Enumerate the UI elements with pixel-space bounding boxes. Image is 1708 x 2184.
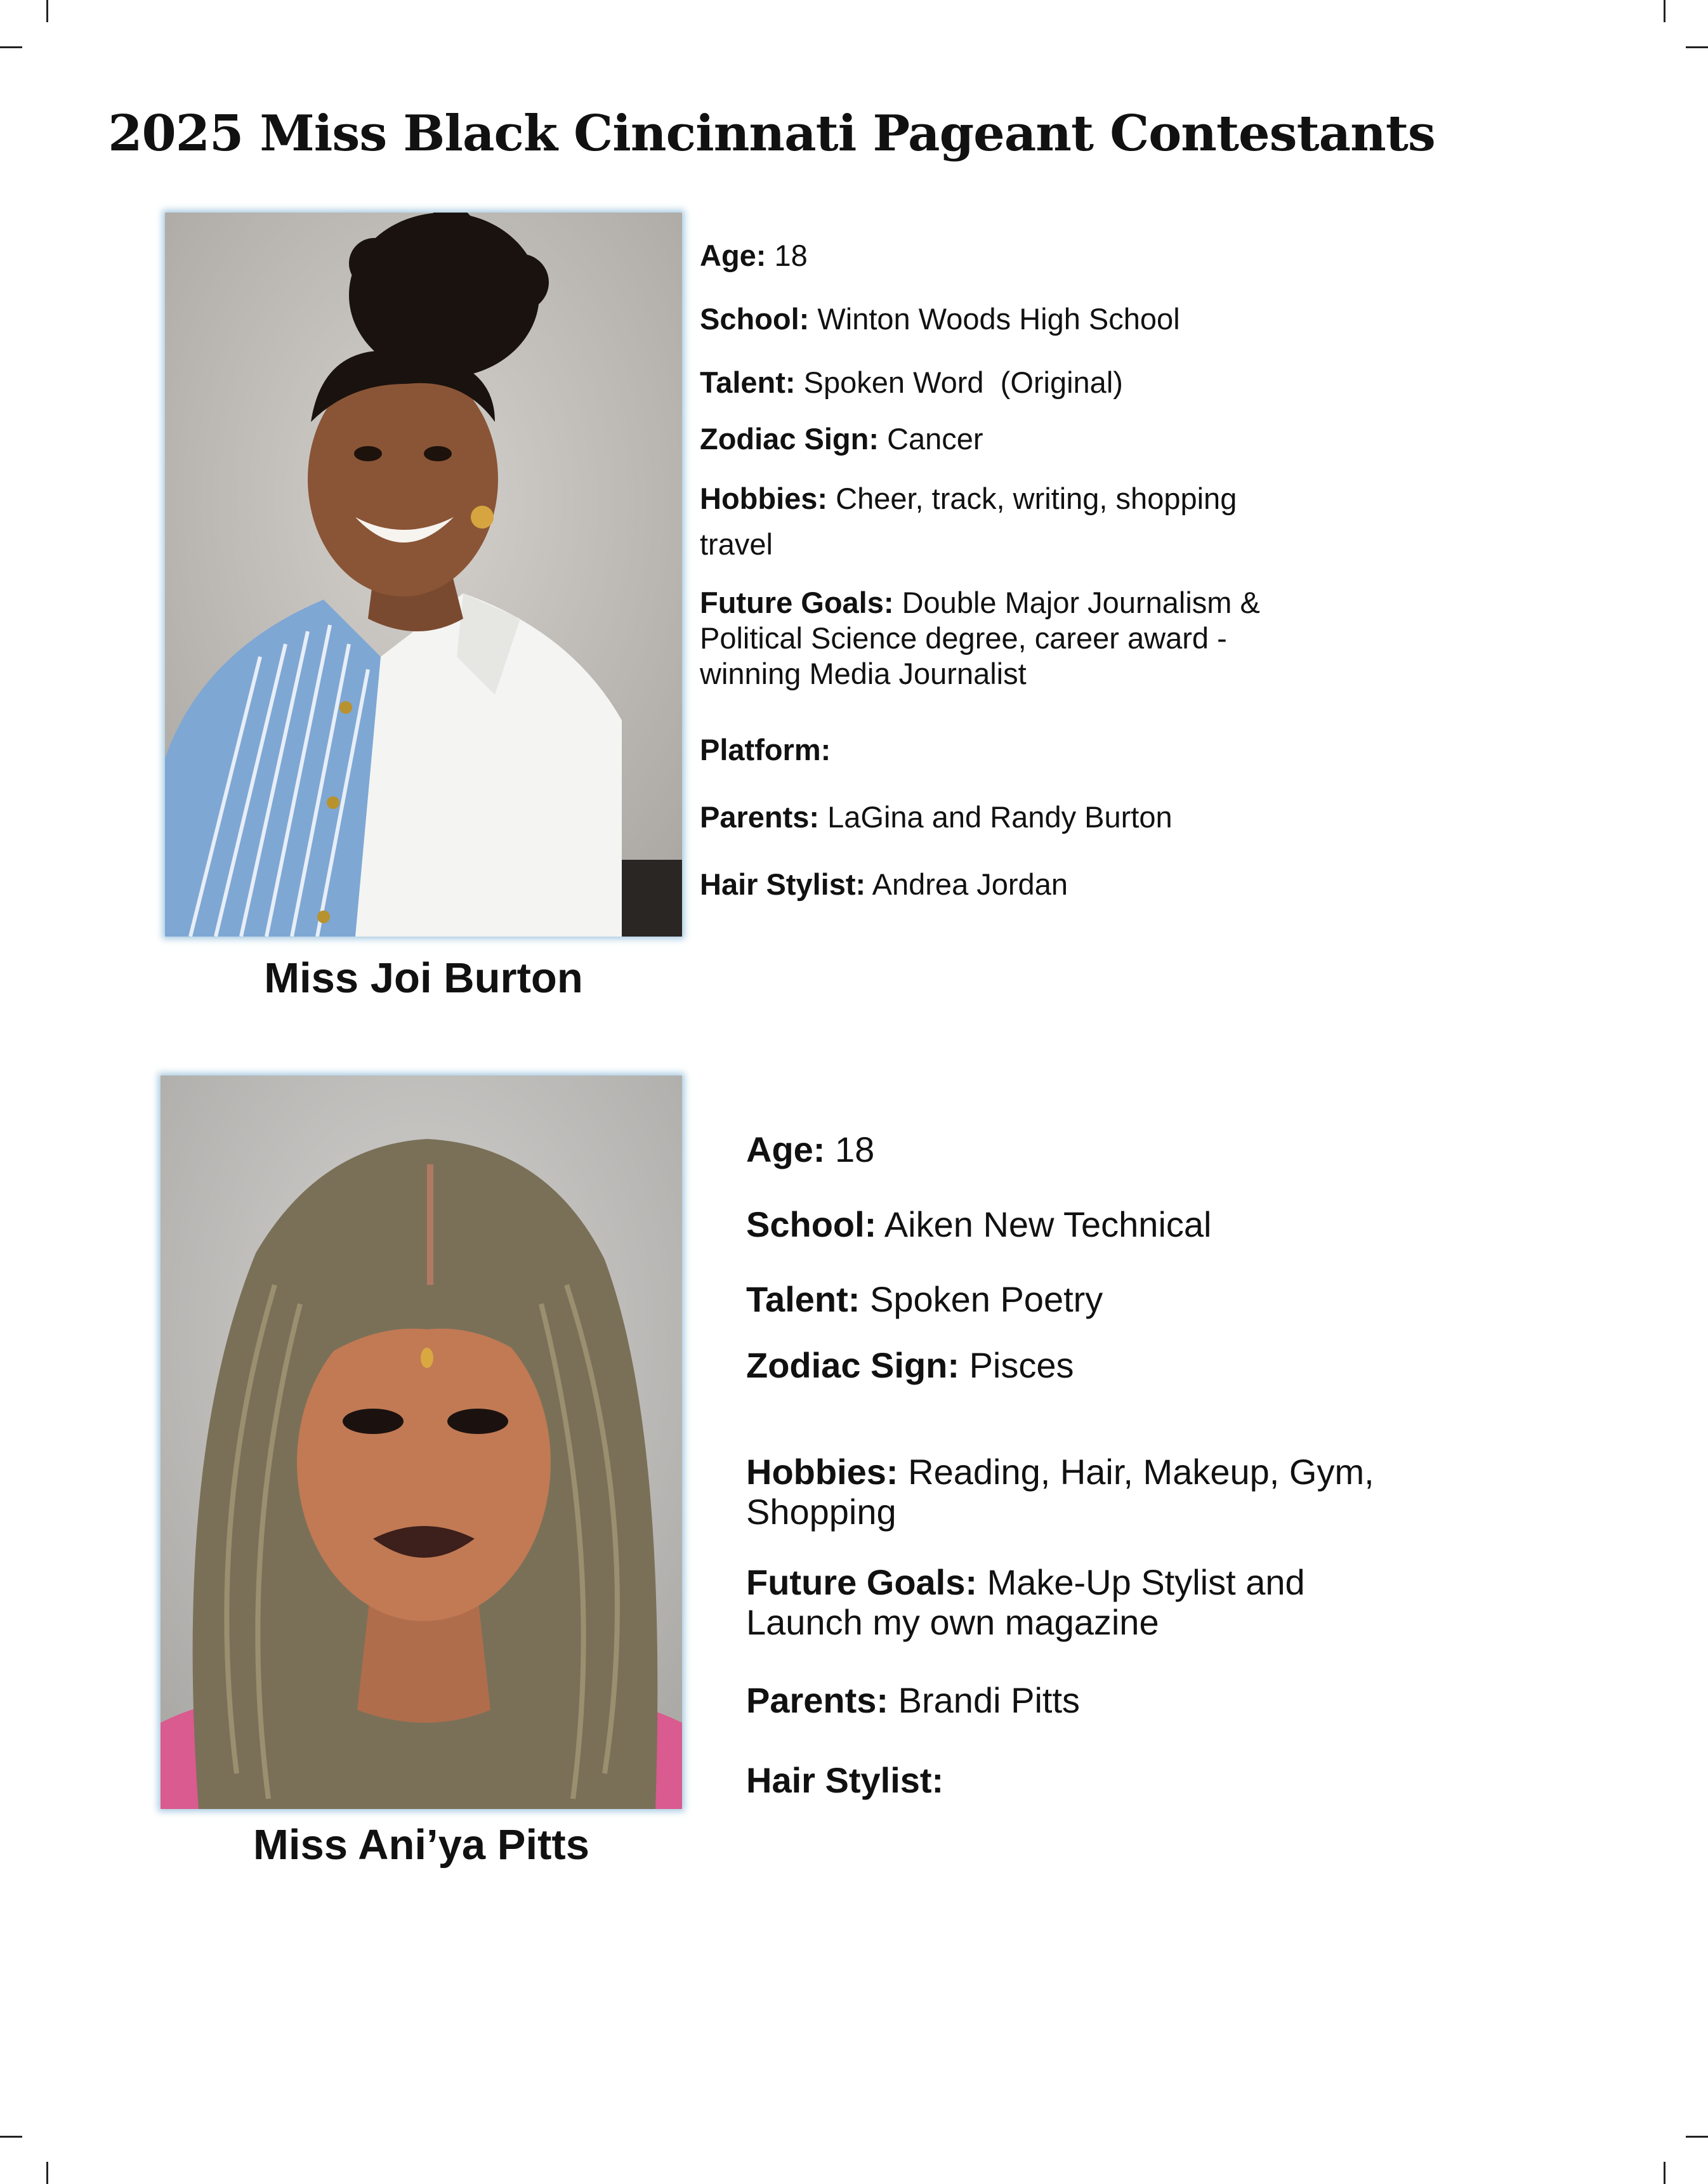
field-value: Double Major Journalism & Political Science degree, career award - winning Media Journalist	[700, 586, 1260, 690]
hobbies-field	[746, 1452, 1438, 1532]
future-goals-field	[746, 1562, 1355, 1642]
field-value: Cheer, track, writing, shopping travel	[700, 482, 1237, 561]
zodiac-field	[700, 421, 1290, 457]
field-label: Parents:	[746, 1680, 889, 1720]
field-label: Zodiac Sign:	[700, 422, 879, 456]
field-value: Spoken Word (Original)	[803, 365, 1123, 399]
contestant-name: Miss Ani’ya Pitts	[253, 1821, 589, 1869]
hair-stylist-field	[746, 1760, 1438, 1800]
contestant-portrait-icon	[161, 1076, 682, 1809]
future-goals-field	[700, 585, 1296, 692]
field-label: School:	[700, 302, 810, 336]
field-value: Aiken New Technical	[884, 1204, 1212, 1244]
crop-mark	[46, 2162, 48, 2184]
field-value: Andrea Jordan	[872, 867, 1068, 901]
field-label: Hair Stylist:	[700, 867, 866, 901]
field-value: Reading, Hair, Makeup, Gym, Shopping	[746, 1452, 1374, 1532]
field-value: Winton Woods High School	[817, 302, 1180, 336]
zodiac-field	[746, 1345, 1438, 1385]
crop-mark	[1686, 46, 1708, 48]
field-label: Hobbies:	[700, 482, 828, 515]
field-label: Hobbies:	[746, 1452, 898, 1492]
field-label: Age:	[700, 239, 766, 272]
talent-field	[700, 365, 1290, 400]
age-field	[700, 238, 1290, 273]
field-label: Talent:	[746, 1279, 860, 1319]
field-value: Spoken Poetry	[869, 1279, 1103, 1319]
contestant-name: Miss Joi Burton	[264, 954, 583, 1002]
page-title: 2025 Miss Black Cincinnati Pageant Contestants	[108, 105, 1435, 162]
talent-field	[746, 1279, 1438, 1319]
field-label: Hair Stylist:	[746, 1760, 944, 1800]
field-label: Zodiac Sign:	[746, 1345, 959, 1385]
field-value: 18	[774, 239, 808, 272]
crop-mark	[0, 2136, 22, 2138]
crop-mark	[46, 0, 48, 22]
crop-mark	[1664, 0, 1665, 22]
crop-mark	[1686, 2136, 1708, 2138]
parents-field	[700, 799, 1290, 835]
field-value: LaGina and Randy Burton	[827, 800, 1173, 834]
field-value: Cancer	[887, 422, 983, 456]
crop-mark	[0, 46, 22, 48]
field-label: Talent:	[700, 365, 796, 399]
field-value: Make-Up Stylist and Launch my own magazine	[746, 1562, 1305, 1642]
school-field	[746, 1204, 1438, 1244]
hobbies-field	[700, 476, 1265, 567]
hair-stylist-field	[700, 867, 1290, 902]
age-field	[746, 1129, 1438, 1169]
field-label: Future Goals:	[700, 586, 894, 619]
parents-field	[746, 1680, 1438, 1720]
crop-mark	[1664, 2162, 1665, 2184]
field-value: Pisces	[969, 1345, 1074, 1385]
field-label: Age:	[746, 1129, 825, 1169]
field-label: School:	[746, 1204, 877, 1244]
field-value: Brandi Pitts	[898, 1680, 1080, 1720]
field-value: 18	[835, 1129, 875, 1169]
contestant-portrait-icon	[165, 213, 682, 937]
field-label: Future Goals:	[746, 1562, 978, 1602]
field-label: Parents:	[700, 800, 820, 834]
field-label: Platform:	[700, 733, 831, 766]
platform-field	[700, 732, 1290, 768]
school-field	[700, 301, 1290, 337]
